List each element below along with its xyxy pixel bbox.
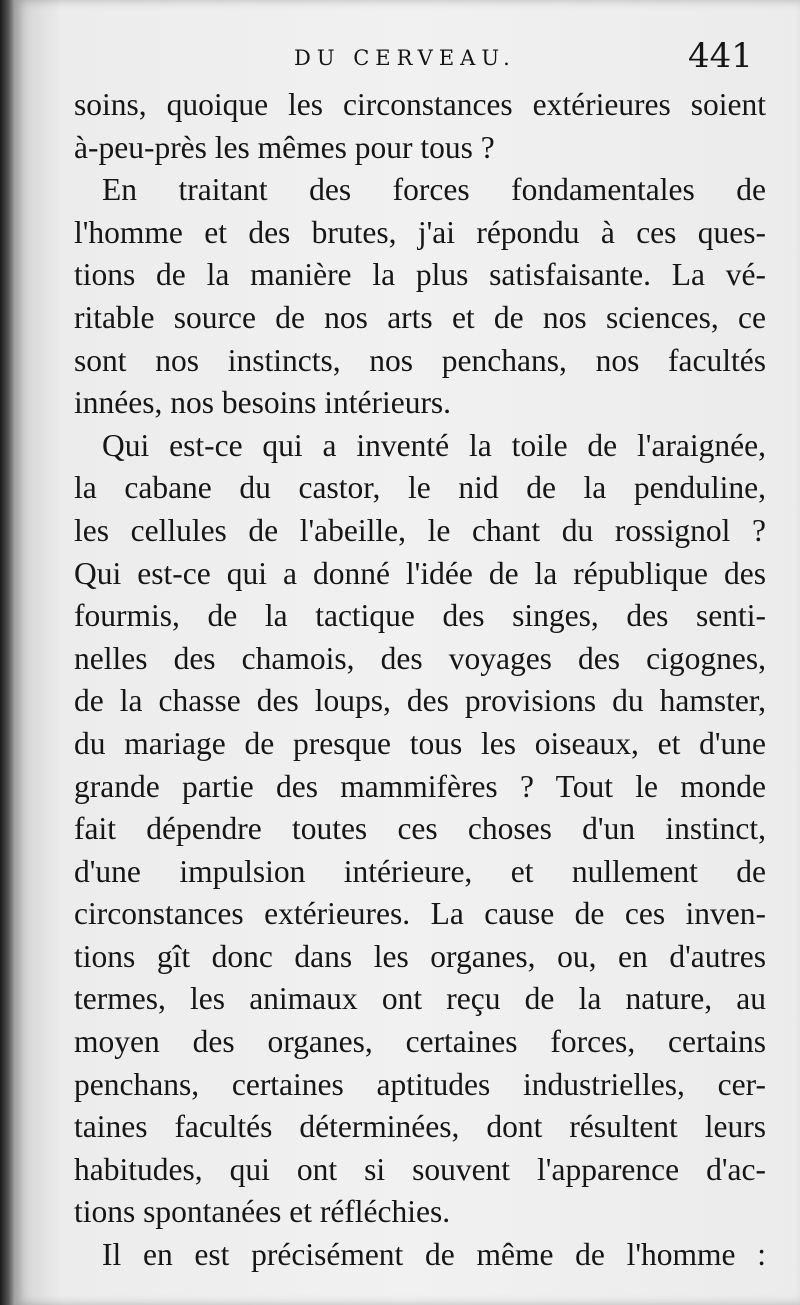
running-head: DU CERVEAU. [294, 46, 516, 70]
book-gutter-edge [0, 0, 14, 1305]
text-line: Qui est-ce qui a inventé la toile de l'araignée, [102, 427, 766, 463]
text-line: innées, nos besoins intérieurs. [74, 385, 452, 421]
text-line: tions spontanées et réfléchies. [74, 1194, 451, 1230]
text-line: fait dépendre toutes ces choses d'un instinct, [74, 811, 766, 847]
book-page [14, 0, 800, 1305]
text-line: nelles des chamois, des voyages des cigognes, [74, 640, 766, 676]
text-line: soins, quoique les circonstances extérieures soient [74, 87, 766, 122]
text-line: Qui est-ce qui a donné l'idée de la république des [74, 555, 766, 591]
text-line: habitudes, qui ont si souvent l'apparence d'ac- [74, 1151, 766, 1187]
text-line: du mariage de presque tous les oiseaux, et d'une [74, 725, 766, 761]
text-line: moyen des organes, certaines forces, certains [74, 1024, 766, 1060]
text-line: la cabane du castor, le nid de la penduline, [74, 470, 766, 506]
text-line: En traitant des forces fondamentales de [102, 172, 766, 208]
text-line: d'une impulsion intérieure, et nullement de [74, 853, 766, 889]
text-line: l'homme et des brutes, j'ai répondu à ces ques- [74, 214, 766, 250]
text-line: grande partie des mammifères ? Tout le monde [74, 768, 766, 804]
text-line: sont nos instincts, nos penchans, nos facultés [74, 342, 766, 378]
text-line: tions de la manière la plus satisfaisante. La vé- [74, 257, 766, 293]
text-line: penchans, certaines aptitudes industrielles, cer- [74, 1066, 766, 1102]
text-line: taines facultés déterminées, dont résultent leurs [74, 1109, 766, 1145]
text-line: de la chasse des loups, des provisions du hamster, [74, 683, 766, 719]
page-header [14, 34, 800, 84]
text-line: les cellules de l'abeille, le chant du rossignol ? [74, 512, 766, 548]
text-line: circonstances extérieures. La cause de ces inven- [74, 896, 766, 932]
text-line: fourmis, de la tactique des singes, des senti- [74, 598, 766, 634]
text-line: Il en est précisément de même de l'homme : [102, 1237, 766, 1273]
text-line: termes, les animaux ont reçu de la nature, au [74, 981, 766, 1017]
text-line: à-peu-près les mêmes pour tous ? [74, 129, 495, 165]
text-line: ritable source de nos arts et de nos sciences, ce [74, 299, 766, 335]
body-text [74, 84, 766, 1277]
text-line: tions gît donc dans les organes, ou, en d'autres [74, 938, 766, 974]
page-number: 441 [688, 36, 753, 76]
